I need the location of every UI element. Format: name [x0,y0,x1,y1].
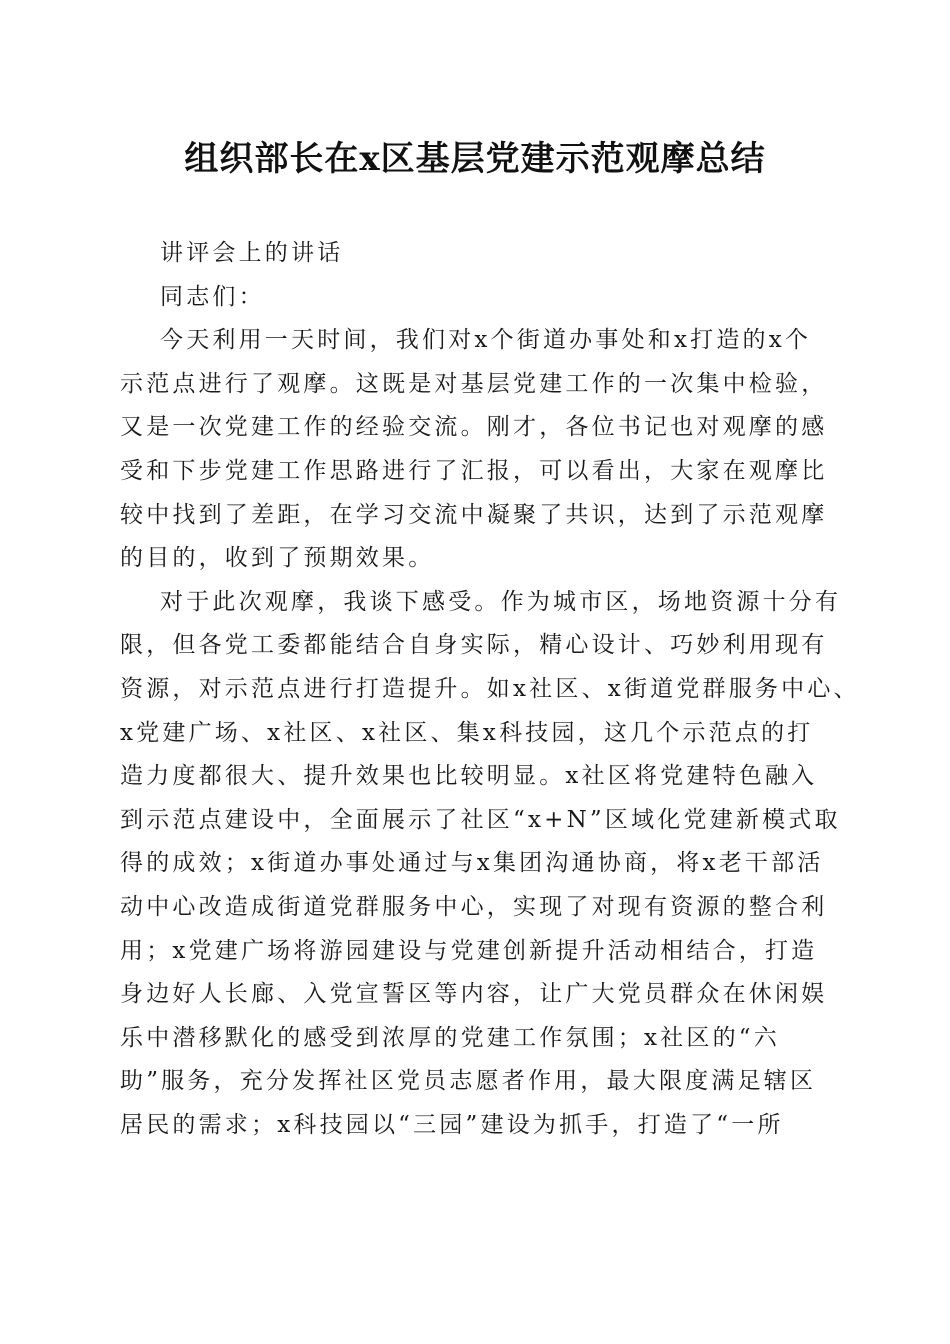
subtitle-line: 讲评会上的讲话 [160,240,344,266]
paragraph-line: x党建广场、x社区、x社区、集x科技园，这几个示范点的打 [120,719,814,746]
paragraph-line: 到示范点建设中，全面展示了社区“x+N”区域化党建新模式取 [120,806,841,833]
salutation-line: 同志们： [160,283,265,310]
document-body [120,232,860,1147]
paragraph-line: 动中心改造成街道党群服务中心，实现了对现有资源的整合利 [120,893,828,920]
paragraph-line: 造力度都很大、提升效果也比较明显。x社区将党建特色融入 [120,763,818,790]
paragraph-line: 又是一次党建工作的经验交流。刚才，各位书记也对观摩的感 [120,414,828,441]
paragraph-line: 示范点进行了观摩。这既是对基层党建工作的一次集中检验， [120,370,828,397]
paragraph-line: 居民的需求；x科技园以“三园”建设为抓手，打造了“一所 [120,1111,784,1138]
paragraph-line: 得的成效；x街道办事处通过与x集团沟通协商，将x老干部活 [120,850,824,877]
document-title: 组织部长在x区基层党建示范观摩总结 [184,139,766,179]
paragraph-line: 乐中潜移默化的感受到浓厚的党建工作氛围；x社区的“六 [120,1024,780,1051]
paragraph-line: 资源，对示范点进行打造提升。如x社区、x街道党群服务中心、 [120,675,860,702]
paragraph-line: 身边好人长廊、入党宣誓区等内容，让广大党员群众在休闲娱 [120,981,828,1008]
paragraph-line: 助”服务，充分发挥社区党员志愿者作用，最大限度满足辖区 [120,1068,817,1095]
paragraph-line: 今天利用一天时间，我们对x个街道办事处和x打造的x个 [160,327,812,354]
paragraph-line: 对于此次观摩，我谈下感受。作为城市区，场地资源十分有 [160,588,842,615]
paragraph-line: 的目的，收到了预期效果。 [120,545,435,572]
paragraph-line: 较中找到了差距，在学习交流中凝聚了共识，达到了示范观摩 [120,501,828,528]
paragraph-line: 用；x党建广场将游园建设与党建创新提升活动相结合，打造 [120,937,818,964]
paragraph-line: 限，但各党工委都能结合自身实际，精心设计、巧妙利用现有 [120,632,828,659]
paragraph-line: 受和下步党建工作思路进行了汇报，可以看出，大家在观摩比 [120,457,828,484]
